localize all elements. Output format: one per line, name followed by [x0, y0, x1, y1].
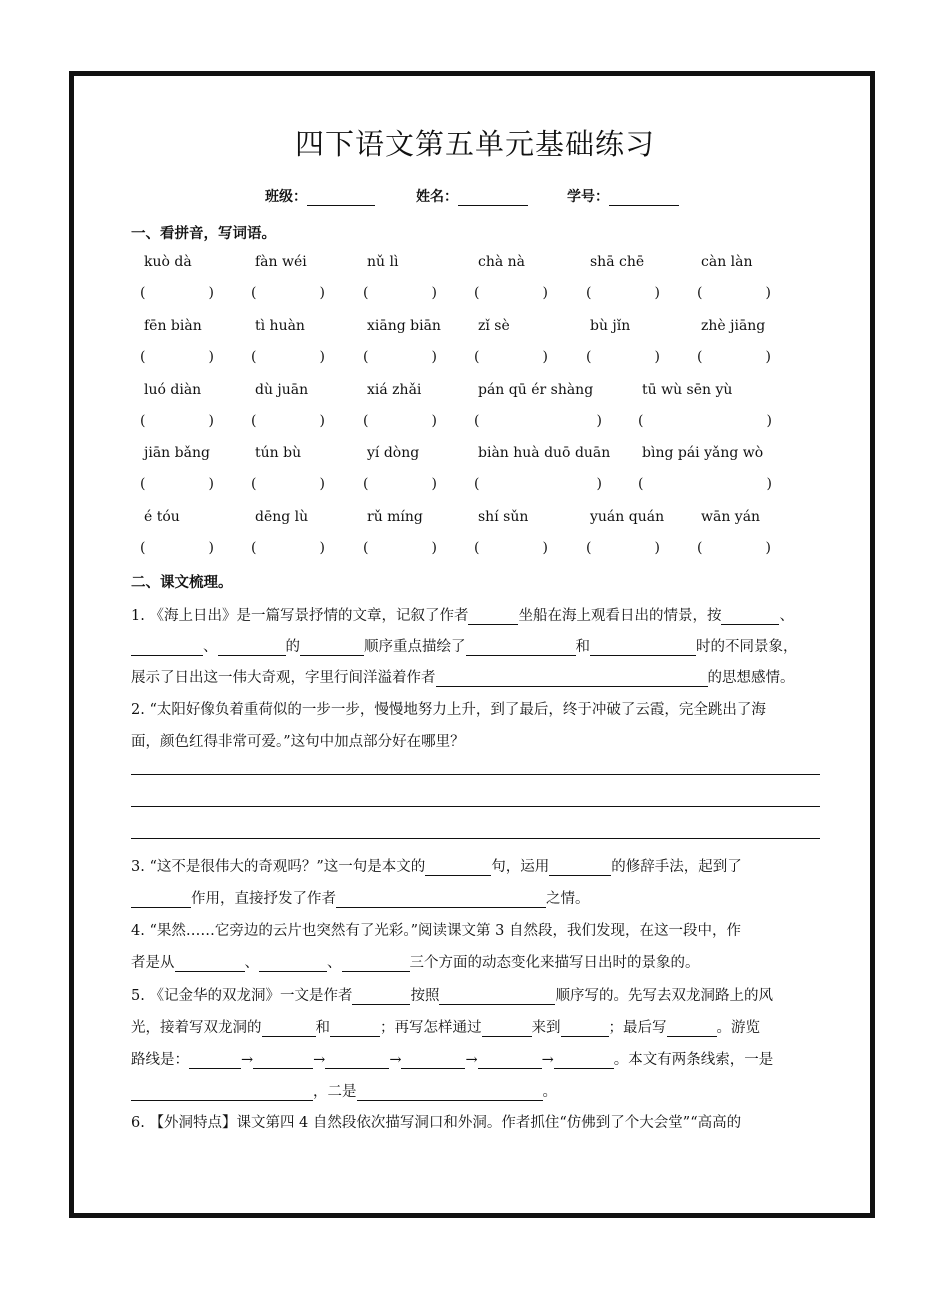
- answer-parentheses[interactable]: [140, 285, 214, 301]
- q4-line1: 4. “果然……它旁边的云片也突然有了光彩。”阅读课文第 3 自然段，我们发现，在这一段中，作: [131, 923, 741, 939]
- answer-parentheses[interactable]: [251, 285, 325, 301]
- paren-close: ): [765, 349, 771, 365]
- paren-close: ): [208, 285, 214, 301]
- pinyin-prompt: jiān bǎng: [144, 445, 210, 461]
- pinyin-prompt: é tóu: [144, 509, 180, 525]
- paren-close: ): [596, 476, 602, 492]
- q1-blank-scene2[interactable]: [590, 641, 696, 656]
- paren-open: (: [474, 285, 480, 301]
- answer-parentheses[interactable]: [140, 540, 214, 556]
- pinyin-prompt: chà nà: [478, 254, 526, 270]
- paren-open: (: [251, 476, 257, 492]
- class-label: 班级：: [265, 189, 307, 205]
- paren-close: ): [319, 349, 325, 365]
- section2-heading: 二、课文梳理。: [131, 574, 233, 591]
- section1-heading: 一、看拼音，写词语。: [131, 225, 276, 242]
- q2-line1: 2. “太阳好像负着重荷似的一步一步，慢慢地努力上升，到了最后，终于冲破了云霞，完全跳出了海: [131, 702, 766, 718]
- paren-open: (: [140, 413, 146, 429]
- q6-line1: 6. 【外洞特点】课文第四 4 自然段依次描写洞口和外洞。作者抓住“仿佛到了个大会堂”“高高的: [131, 1115, 742, 1131]
- answer-line-2[interactable]: [131, 806, 820, 807]
- q5-blank-order[interactable]: [439, 990, 555, 1005]
- q5-blank-author[interactable]: [352, 990, 410, 1005]
- paren-open: (: [363, 476, 369, 492]
- pinyin-prompt: zǐ sè: [478, 318, 510, 334]
- arrow-icon: →: [541, 1052, 554, 1068]
- paren-open: (: [363, 540, 369, 556]
- q2-line2: 面，颜色红得非常可爱。”这句中加点部分好在哪里？: [131, 734, 465, 750]
- q4-blank-3[interactable]: [342, 957, 410, 972]
- paren-open: (: [638, 476, 644, 492]
- pinyin-prompt: dù juān: [255, 382, 309, 398]
- answer-parentheses[interactable]: [251, 413, 325, 429]
- paren-close: ): [431, 540, 437, 556]
- q5-line2: 光，接着写双龙洞的 和 ；再写怎样通过 来到 ；最后写 。游览: [131, 1020, 760, 1036]
- q5-route-3[interactable]: [325, 1054, 389, 1069]
- pinyin-prompt: zhè jiāng: [701, 318, 766, 334]
- q3-blank-sentence[interactable]: [425, 861, 491, 876]
- paren-open: (: [140, 349, 146, 365]
- q5-route-2[interactable]: [253, 1054, 313, 1069]
- arrow-icon: →: [389, 1052, 402, 1068]
- paren-open: (: [586, 540, 592, 556]
- paren-open: (: [586, 349, 592, 365]
- answer-parentheses[interactable]: [697, 349, 771, 365]
- paren-open: (: [474, 540, 480, 556]
- name-field[interactable]: [416, 186, 528, 206]
- arrow-icon: →: [241, 1052, 254, 1068]
- paren-close: ): [208, 413, 214, 429]
- pinyin-prompt: rǔ míng: [367, 509, 423, 525]
- paren-close: ): [431, 476, 437, 492]
- paren-close: ): [765, 540, 771, 556]
- q4-line2: 者是从 、 、 三个方面的动态变化来描写日出时的景象的。: [131, 955, 700, 971]
- q1-blank-order2[interactable]: [131, 641, 203, 656]
- paren-open: (: [474, 413, 480, 429]
- answer-parentheses[interactable]: [140, 476, 214, 492]
- q5-line4: ，二是 。: [131, 1080, 557, 1101]
- answer-parentheses[interactable]: [638, 413, 772, 429]
- answer-parentheses[interactable]: [363, 349, 437, 365]
- answer-parentheses[interactable]: [697, 540, 771, 556]
- pinyin-prompt: tū wù sēn yù: [642, 382, 733, 398]
- paren-open: (: [251, 285, 257, 301]
- answer-parentheses[interactable]: [363, 285, 437, 301]
- q3-blank-feeling[interactable]: [336, 893, 546, 908]
- paren-close: ): [542, 540, 548, 556]
- paren-open: (: [474, 349, 480, 365]
- answer-line-1[interactable]: [131, 774, 820, 775]
- paren-open: (: [697, 285, 703, 301]
- pinyin-prompt: biàn huà duō duān: [478, 445, 611, 461]
- paren-open: (: [363, 349, 369, 365]
- q1-blank-author[interactable]: [468, 610, 518, 625]
- pinyin-prompt: tún bù: [255, 445, 302, 461]
- paren-close: ): [654, 285, 660, 301]
- pinyin-prompt: shí sǔn: [478, 509, 529, 525]
- class-field[interactable]: [265, 186, 375, 206]
- pinyin-prompt: fēn biàn: [144, 318, 202, 334]
- answer-parentheses[interactable]: [586, 285, 660, 301]
- paren-open: (: [251, 349, 257, 365]
- answer-parentheses[interactable]: [474, 476, 602, 492]
- answer-parentheses[interactable]: [363, 476, 437, 492]
- paren-open: (: [697, 540, 703, 556]
- paren-close: ): [319, 413, 325, 429]
- paren-open: (: [638, 413, 644, 429]
- q1-blank-order3[interactable]: [218, 641, 286, 656]
- paren-close: ): [208, 349, 214, 365]
- paren-close: ): [542, 285, 548, 301]
- q5-blank-a[interactable]: [262, 1022, 316, 1037]
- answer-parentheses[interactable]: [251, 540, 325, 556]
- q1-blank-feeling[interactable]: [436, 672, 708, 687]
- answer-parentheses[interactable]: [251, 349, 325, 365]
- q5-blank-c[interactable]: [482, 1022, 532, 1037]
- q5-line3: 路线是： → → → → → 。本文有两条线索，一是: [131, 1052, 774, 1068]
- paren-close: ): [431, 349, 437, 365]
- q4-blank-2[interactable]: [259, 957, 327, 972]
- pinyin-prompt: luó diàn: [144, 382, 202, 398]
- pinyin-prompt: kuò dà: [144, 254, 192, 270]
- name-label: 姓名：: [416, 189, 458, 205]
- q5-blank-b[interactable]: [330, 1022, 380, 1037]
- q3-line1: 3. “这不是很伟大的奇观吗？”这一句是本文的 句，运用 的修辞手法，起到了: [131, 859, 742, 875]
- pinyin-prompt: dēng lù: [255, 509, 309, 525]
- paren-close: ): [431, 285, 437, 301]
- pinyin-prompt: pán qū ér shàng: [478, 382, 594, 398]
- answer-parentheses[interactable]: [474, 413, 602, 429]
- pinyin-prompt: càn làn: [701, 254, 753, 270]
- q1-line1: 1. 《海上日出》是一篇写景抒情的文章，记叙了作者 坐船在海上观看日出的情景，按 、: [131, 608, 794, 624]
- paren-close: ): [596, 413, 602, 429]
- number-label: 学号：: [567, 189, 609, 205]
- q5-route-4[interactable]: [401, 1054, 465, 1069]
- pinyin-prompt: nǔ lì: [367, 254, 399, 270]
- pinyin-prompt: shā chē: [590, 254, 645, 270]
- answer-parentheses[interactable]: [474, 285, 548, 301]
- paren-close: ): [319, 476, 325, 492]
- q5-route-6[interactable]: [554, 1054, 614, 1069]
- paren-close: ): [766, 413, 772, 429]
- pinyin-prompt: fàn wéi: [255, 254, 307, 270]
- pinyin-prompt: xiá zhǎi: [367, 382, 422, 398]
- answer-parentheses[interactable]: [586, 540, 660, 556]
- q1-blank-order4[interactable]: [300, 641, 364, 656]
- q5-line1: 5. 《记金华的双龙洞》一文是作者 按照 顺序写的。先写去双龙洞路上的风: [131, 988, 773, 1004]
- arrow-icon: →: [313, 1052, 326, 1068]
- paren-open: (: [251, 413, 257, 429]
- pinyin-prompt: bù jǐn: [590, 318, 631, 334]
- paren-close: ): [654, 349, 660, 365]
- answer-parentheses[interactable]: [638, 476, 772, 492]
- paren-close: ): [654, 540, 660, 556]
- paren-close: ): [208, 540, 214, 556]
- answer-parentheses[interactable]: [474, 540, 548, 556]
- q3-blank-effect[interactable]: [131, 893, 191, 908]
- paren-open: (: [140, 285, 146, 301]
- paren-open: (: [586, 285, 592, 301]
- arrow-icon: →: [465, 1052, 478, 1068]
- q3-line2: 作用，直接抒发了作者 之情。: [131, 887, 590, 908]
- answer-parentheses[interactable]: [140, 349, 214, 365]
- pinyin-prompt: yí dòng: [367, 445, 420, 461]
- q1-line3: 展示了日出这一伟大奇观，字里行间洋溢着作者 的思想感情。: [131, 670, 795, 686]
- paren-open: (: [251, 540, 257, 556]
- pinyin-prompt: tì huàn: [255, 318, 305, 334]
- paren-open: (: [363, 413, 369, 429]
- paren-close: ): [431, 413, 437, 429]
- answer-parentheses[interactable]: [586, 349, 660, 365]
- answer-line-3[interactable]: [131, 838, 820, 839]
- number-field[interactable]: [567, 186, 679, 206]
- paren-close: ): [319, 285, 325, 301]
- paren-close: ): [208, 476, 214, 492]
- answer-parentheses[interactable]: [140, 413, 214, 429]
- q1-blank-scene1[interactable]: [466, 641, 576, 656]
- paren-open: (: [140, 476, 146, 492]
- q5-blank-clue1[interactable]: [131, 1086, 313, 1101]
- pinyin-prompt: bìng pái yǎng wò: [642, 445, 764, 461]
- q5-route-1[interactable]: [189, 1054, 241, 1069]
- answer-parentheses[interactable]: [697, 285, 771, 301]
- paren-close: ): [319, 540, 325, 556]
- pinyin-prompt: wān yán: [701, 509, 761, 525]
- pinyin-prompt: xiāng biān: [367, 318, 441, 334]
- answer-parentheses[interactable]: [474, 349, 548, 365]
- answer-parentheses[interactable]: [363, 413, 437, 429]
- q5-blank-e[interactable]: [667, 1022, 717, 1037]
- paren-close: ): [765, 285, 771, 301]
- paren-open: (: [474, 476, 480, 492]
- pinyin-prompt: yuán quán: [590, 509, 665, 525]
- paren-close: ): [542, 349, 548, 365]
- q4-blank-1[interactable]: [175, 957, 245, 972]
- q5-blank-d[interactable]: [561, 1022, 609, 1037]
- paren-open: (: [363, 285, 369, 301]
- q1-blank-order1[interactable]: [721, 610, 779, 625]
- q3-blank-rhetoric[interactable]: [549, 861, 611, 876]
- q1-line2: 、 的 顺序重点描绘了 和 时的不同景象，: [131, 635, 798, 656]
- answer-parentheses[interactable]: [363, 540, 437, 556]
- paren-close: ): [766, 476, 772, 492]
- q5-route-5[interactable]: [478, 1054, 542, 1069]
- paren-open: (: [140, 540, 146, 556]
- answer-parentheses[interactable]: [251, 476, 325, 492]
- paren-open: (: [697, 349, 703, 365]
- page-title: 四下语文第五单元基础练习: [294, 127, 655, 161]
- q5-blank-clue2[interactable]: [357, 1086, 543, 1101]
